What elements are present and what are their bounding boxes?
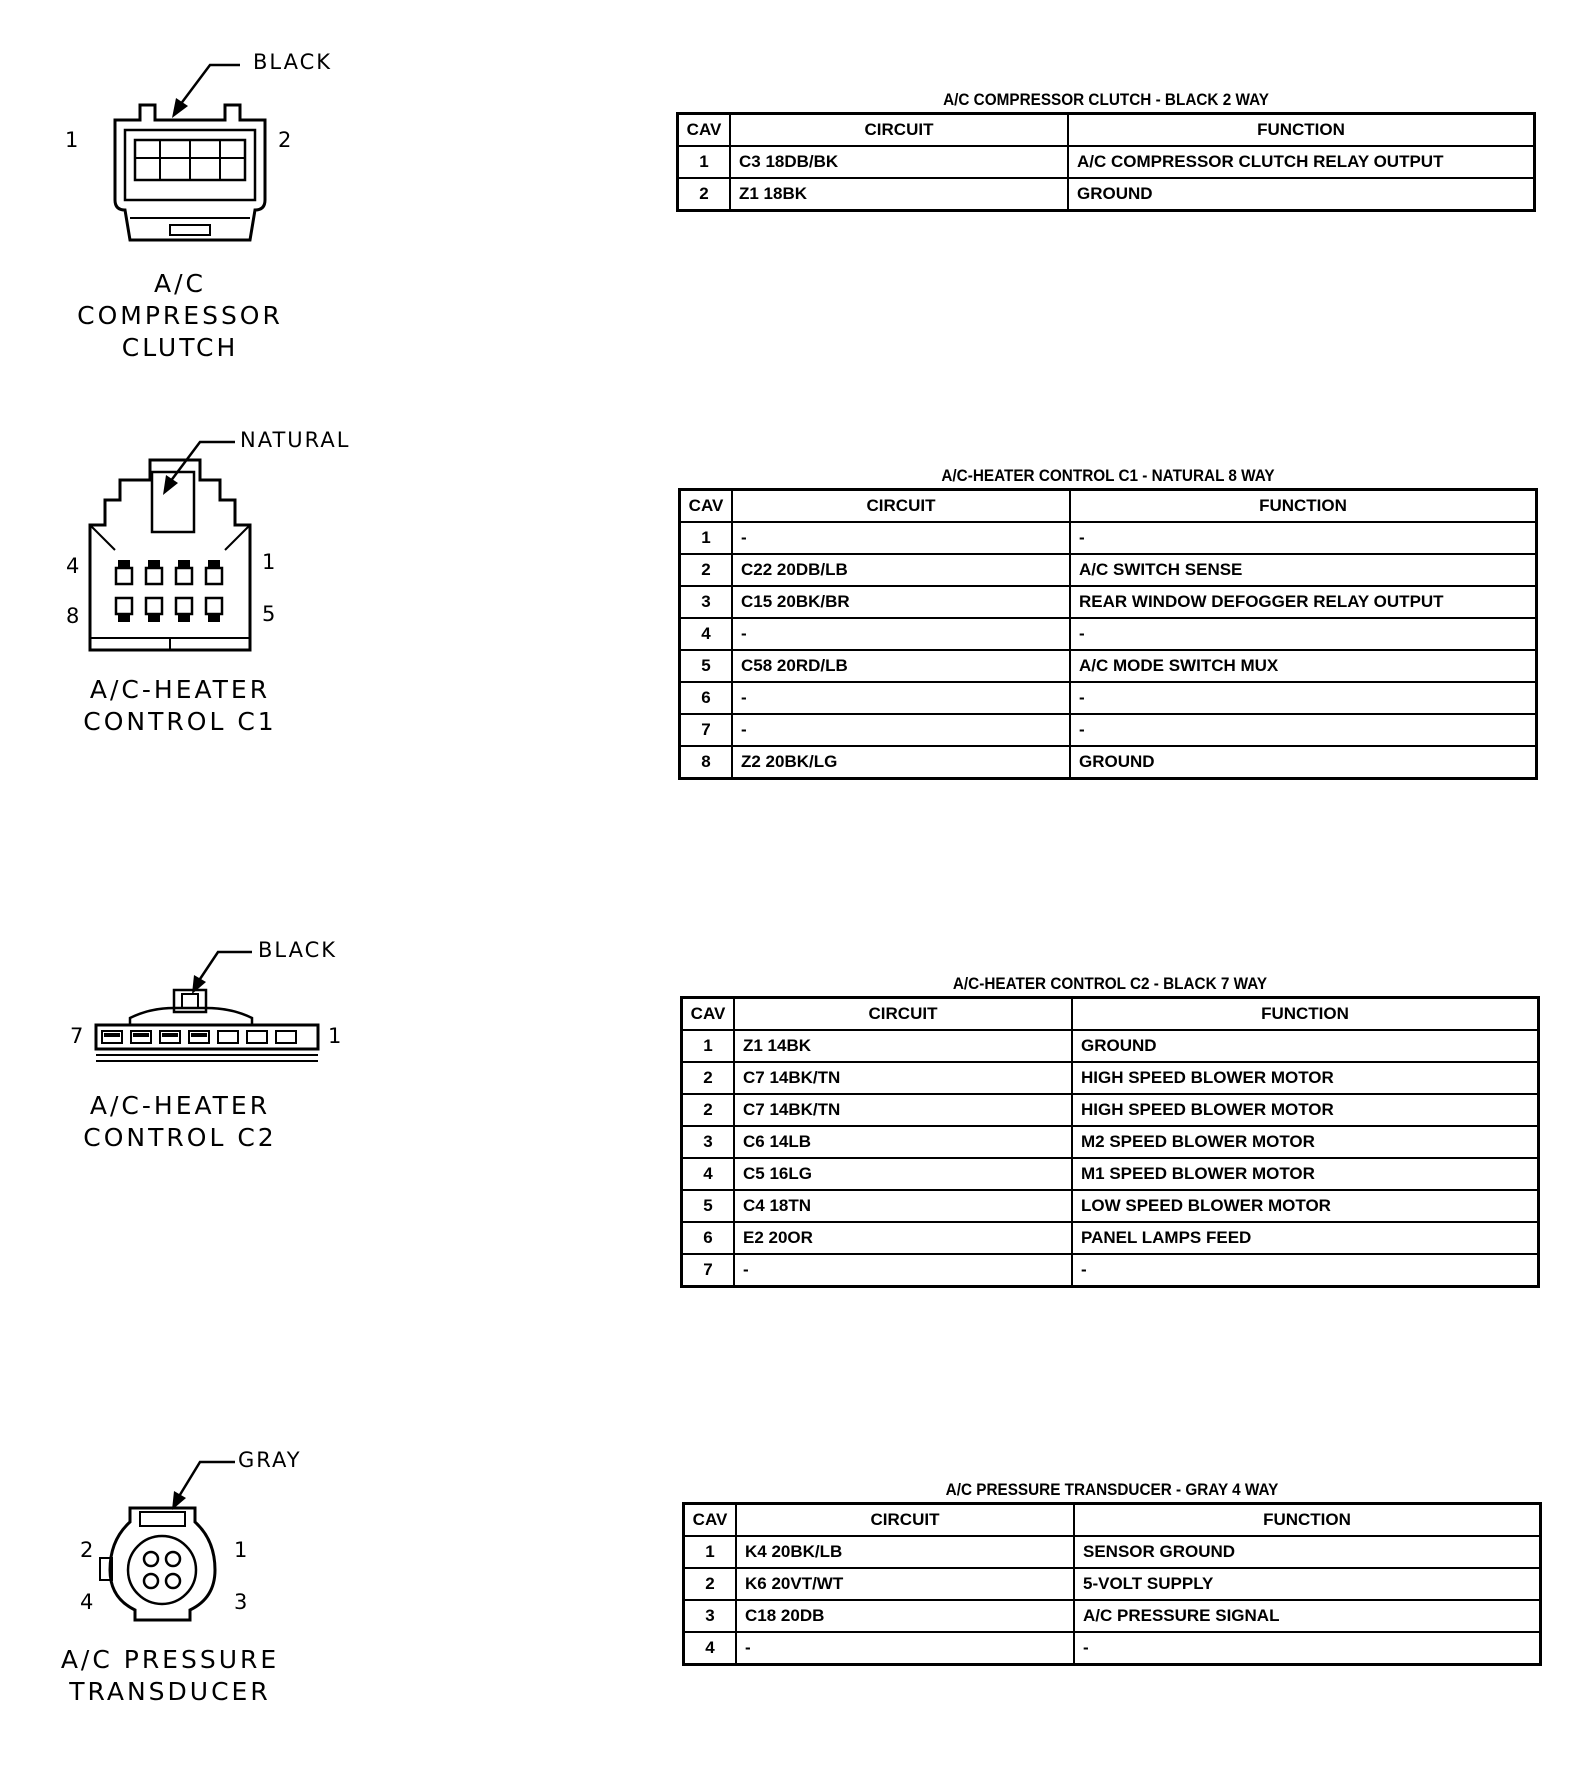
pinout-table <box>676 112 1536 212</box>
col-header-function: FUNCTION <box>1074 1504 1541 1537</box>
connector-ac-heater-control-c2 <box>40 930 344 1180</box>
pin-label: 4 <box>66 554 82 578</box>
connector-ac-pressure-transducer <box>40 1440 340 1720</box>
table-row: 1 K4 20BK/LB SENSOR GROUND <box>684 1536 1541 1568</box>
pin-label: 4 <box>80 1590 96 1614</box>
connector-ac-heater-control-c1 <box>40 420 351 750</box>
pin-label: 1 <box>65 128 81 152</box>
connector-ac-compressor-clutch <box>40 40 340 370</box>
table-row: 5 C58 20RD/LB A/C MODE SWITCH MUX <box>680 650 1537 682</box>
table-title: A/C-HEATER CONTROL C2 - BLACK 7 WAY <box>952 974 1268 993</box>
col-header-circuit: CIRCUIT <box>732 490 1070 523</box>
table-row: 2 C7 14BK/TN HIGH SPEED BLOWER MOTOR <box>682 1062 1539 1094</box>
col-header-cav: CAV <box>680 490 733 523</box>
table-row: 4 - - <box>684 1632 1541 1665</box>
table-row: 1 Z1 14BK GROUND <box>682 1030 1539 1062</box>
pin-label: 2 <box>278 128 294 152</box>
table-ac-compressor-clutch <box>676 88 1536 212</box>
table-ac-heater-control-c2 <box>680 972 1540 1288</box>
table-row: 4 C5 16LG M1 SPEED BLOWER MOTOR <box>682 1158 1539 1190</box>
pin-label: 5 <box>262 602 278 626</box>
table-row: 3 C6 14LB M2 SPEED BLOWER MOTOR <box>682 1126 1539 1158</box>
col-header-cav: CAV <box>682 998 735 1031</box>
connector-color-label: GRAY <box>238 1448 302 1472</box>
table-row: 2 Z1 18BK GROUND <box>678 178 1535 211</box>
pin-label: 1 <box>328 1024 344 1048</box>
col-header-function: FUNCTION <box>1070 490 1537 523</box>
pin-label: 1 <box>234 1538 250 1562</box>
table-row: 1 C3 18DB/BK A/C COMPRESSOR CLUTCH RELAY OUTPUT <box>678 146 1535 178</box>
pin-label: 7 <box>70 1024 86 1048</box>
pin-label: 2 <box>80 1538 96 1562</box>
col-header-circuit: CIRCUIT <box>730 114 1068 147</box>
pinout-table <box>682 1502 1542 1666</box>
pinout-table <box>678 488 1538 780</box>
connector-name: A/C-HEATER CONTROL C2 <box>83 1091 277 1152</box>
connector-name: A/C-HEATER CONTROL C1 <box>83 675 277 736</box>
table-row: 3 C15 20BK/BR REAR WINDOW DEFOGGER RELAY OUTPUT <box>680 586 1537 618</box>
col-header-function: FUNCTION <box>1072 998 1539 1031</box>
table-row: 4 - - <box>680 618 1537 650</box>
table-row: 8 Z2 20BK/LG GROUND <box>680 746 1537 779</box>
connector-color-label: NATURAL <box>240 428 351 452</box>
table-ac-heater-control-c1 <box>678 464 1538 780</box>
table-row: 5 C4 18TN LOW SPEED BLOWER MOTOR <box>682 1190 1539 1222</box>
col-header-circuit: CIRCUIT <box>734 998 1072 1031</box>
table-row: 1 - - <box>680 522 1537 554</box>
col-header-function: FUNCTION <box>1068 114 1535 147</box>
connector-color-label: BLACK <box>253 50 333 74</box>
connector-8way-icon <box>40 420 340 660</box>
table-row: 2 C22 20DB/LB A/C SWITCH SENSE <box>680 554 1537 586</box>
table-title: A/C PRESSURE TRANSDUCER - GRAY 4 WAY <box>945 1480 1279 1499</box>
pin-label: 1 <box>262 550 278 574</box>
table-row: 7 - - <box>680 714 1537 746</box>
pin-label: 3 <box>234 1590 250 1614</box>
table-row: 6 E2 20OR PANEL LAMPS FEED <box>682 1222 1539 1254</box>
connector-color-label: BLACK <box>258 938 338 962</box>
connector-name: A/C COMPRESSOR CLUTCH <box>77 269 283 362</box>
table-row: 2 K6 20VT/WT 5-VOLT SUPPLY <box>684 1568 1541 1600</box>
pinout-table <box>680 996 1540 1288</box>
col-header-cav: CAV <box>684 1504 737 1537</box>
col-header-cav: CAV <box>678 114 731 147</box>
table-title: A/C COMPRESSOR CLUTCH - BLACK 2 WAY <box>943 90 1269 109</box>
table-ac-pressure-transducer <box>682 1478 1542 1666</box>
table-row: 7 - - <box>682 1254 1539 1287</box>
col-header-circuit: CIRCUIT <box>736 1504 1074 1537</box>
connector-name: A/C PRESSURE TRANSDUCER <box>60 1645 280 1706</box>
table-row: 6 - - <box>680 682 1537 714</box>
table-row: 2 C7 14BK/TN HIGH SPEED BLOWER MOTOR <box>682 1094 1539 1126</box>
pin-label: 8 <box>66 604 82 628</box>
table-row: 3 C18 20DB A/C PRESSURE SIGNAL <box>684 1600 1541 1632</box>
table-title: A/C-HEATER CONTROL C1 - NATURAL 8 WAY <box>941 466 1275 485</box>
